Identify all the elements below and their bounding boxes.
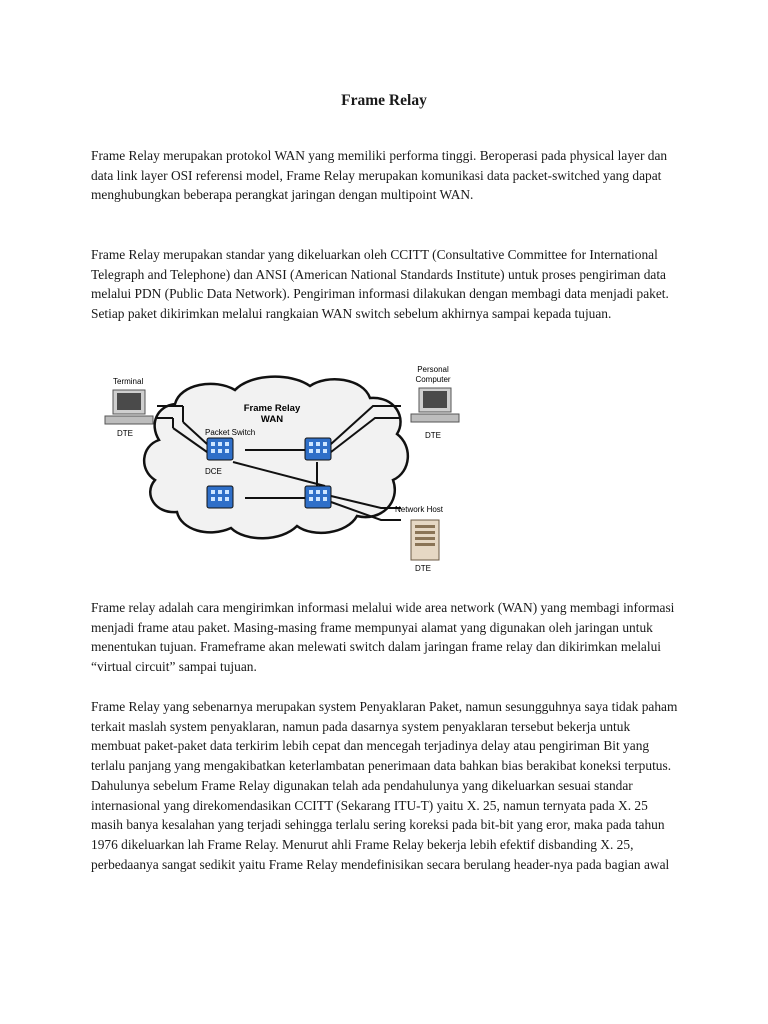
paragraph-3: Frame relay adalah cara mengirimkan informasi melalui wide area network (WAN) yang membagi informasi menjadi frame atau paket. Masing-masing frame mempunyai alamat yang digunakan oleh jaringan untuk menentukan tujuan. Frameframe akan melewati switch dalam jaringan frame relay dan dikirimkan melalui “virtual circuit” sampai tujuan. (91, 600, 675, 675)
cloud-label-2: WAN (260, 414, 284, 425)
host-label: Network Host (395, 505, 444, 514)
paragraph-1: Frame Relay merupakan protokol WAN yang memiliki performa tinggi. Beroperasi pada physical layer dan data link layer OSI referensi model, Frame Relay merupakan komunikasi data packet-switched yang dapat menghubungkan beberapa perangkat jaringan dengan multipoint WAN. (91, 148, 668, 203)
personal-computer-icon (411, 388, 459, 422)
packet-switch-icon (207, 438, 233, 460)
pc-dte-label: DTE (425, 431, 441, 440)
packet-switch-label: Packet Switch (205, 428, 256, 437)
paragraph-4: Frame Relay yang sebenarnya merupakan system Penyaklaran Paket, namun sesungguhnya saya tidak paham terkait maslah system penyaklaran, namun pada dasarnya system penyaklaran tersebut bekerja untuk membuat paket-paket data terkirim lebih cepat dan mencegah terjadinya delay atau pengiriman Bit yang terlalu panjang yang mengakibatkan keterlambatan penerimaan data bahkan bias berakibat koneksi terputus. Dahulunya sebelum Frame Relay digunakan telah ada pendahulunya yang dikeluarkan sesuai standar internasional yang direkomendasikan CCITT (Sekarang ITU-T) yaitu X. 25, namun ternyata pada X. 25 masih banya kesalahan yang terjadi sehingga terlalu sering koreksi pada bit-bit yang eror, maka pada tahun 1976 dikeluarkan lah Frame Relay. Menurut ahli Frame Relay bekerja lebih efektif disbanding X. 25, perbedaanya sangat sedikit yaitu Frame Relay mendefinisikan secara berulang header-nya pada bagian awal (91, 699, 678, 872)
frame-relay-diagram (95, 362, 465, 580)
dce-label: DCE (205, 467, 222, 476)
terminal-icon (105, 390, 153, 424)
network-host-icon (411, 520, 439, 560)
terminal-dte-label: DTE (117, 429, 133, 438)
pc-label-1: Personal (417, 365, 449, 374)
terminal-label: Terminal (113, 377, 144, 386)
packet-switch-icon (305, 486, 331, 508)
pc-label-2: Computer (415, 375, 451, 384)
packet-switch-icon (305, 438, 331, 460)
page-title: Frame Relay (341, 92, 427, 109)
cloud-label-1: Frame Relay (243, 403, 301, 414)
paragraph-2: Frame Relay merupakan standar yang dikeluarkan oleh CCITT (Consultative Committee for International Telegraph and Telephone) dan ANSI (American National Standards Institute) untuk proses pengiriman data melalui PDN (Public Data Network). Pengiriman informasi dilakukan dengan membagi data menjadi paket. Setiap paket dikirimkan melalui rangkaian WAN switch sebelum akhirnya sampai kepada tujuan. (91, 247, 669, 322)
host-dte-label: DTE (415, 564, 431, 573)
wan-cloud (144, 377, 408, 539)
packet-switch-icon (207, 486, 233, 508)
